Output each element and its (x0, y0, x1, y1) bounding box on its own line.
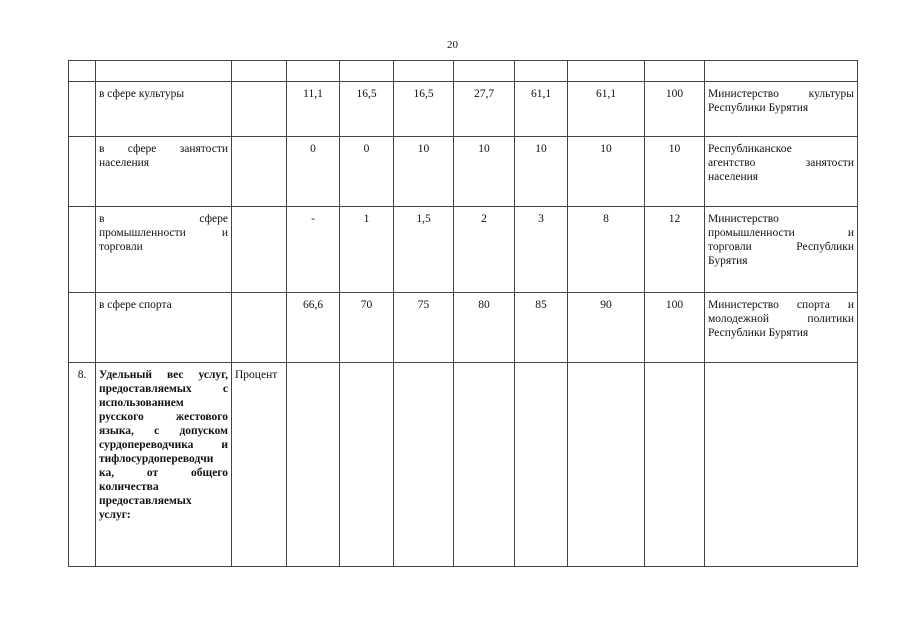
cell-index (69, 61, 96, 82)
text-line: Республиканское (708, 143, 792, 155)
text-line: в сфере спорта (99, 299, 172, 311)
page-number: 20 (447, 39, 458, 51)
cell-value (340, 363, 394, 567)
cell-organization (705, 207, 858, 293)
cell-value (515, 61, 568, 82)
cell-value (454, 61, 515, 82)
text-line: Удельный вес услуг, (99, 369, 228, 381)
cell-value (568, 363, 645, 567)
cell-value: 66,6 (287, 293, 340, 363)
cell-value: 100 (645, 293, 705, 363)
text-line: Министерство спорта и (708, 299, 854, 311)
cell-value: 0 (340, 137, 394, 207)
cell-value: 100 (645, 82, 705, 137)
text-line: Республики Бурятия (708, 327, 809, 339)
table-row (69, 293, 858, 363)
text-line: Бурятия (708, 255, 748, 267)
indicator-name (96, 82, 232, 137)
row-index (69, 82, 96, 137)
row-index (69, 137, 96, 207)
indicator-table (68, 60, 858, 567)
cell-value (568, 61, 645, 82)
cell-value: 10 (515, 137, 568, 207)
cell-value (394, 61, 454, 82)
row-index (69, 207, 96, 293)
table-row (69, 137, 858, 207)
text-line: населения (99, 157, 150, 169)
unit (232, 207, 287, 293)
text-line: населения (708, 171, 759, 183)
text-line: русского жестового (99, 411, 228, 423)
row-index (69, 293, 96, 363)
cell-value: 3 (515, 207, 568, 293)
cell-value: 1 (340, 207, 394, 293)
cell-value: 10 (454, 137, 515, 207)
cell-value (340, 61, 394, 82)
table-row (69, 82, 858, 137)
cell-value: 10 (394, 137, 454, 207)
cell-value: 16,5 (340, 82, 394, 137)
text-line: Республики Бурятия (708, 102, 809, 114)
cell-value (645, 363, 705, 567)
unit: Процент (232, 363, 287, 567)
text-line: языка, с допуском (99, 425, 228, 437)
table-row-8 (69, 363, 858, 567)
text-line: в сфере (99, 213, 228, 225)
cell-value: 10 (568, 137, 645, 207)
text-line: торговли (99, 241, 143, 253)
indicator-name (96, 137, 232, 207)
cell-value: 10 (645, 137, 705, 207)
cell-value: 80 (454, 293, 515, 363)
cell-value: 85 (515, 293, 568, 363)
text-line: агентство занятости (708, 157, 854, 169)
cell-value: 75 (394, 293, 454, 363)
text-line: тифлосурдопереводчи (99, 453, 214, 465)
cell-unit (232, 61, 287, 82)
cell-value (287, 61, 340, 82)
indicator-name (96, 363, 232, 567)
cell-value: 70 (340, 293, 394, 363)
text-line: использованием (99, 397, 184, 409)
cell-organization (705, 363, 858, 567)
text-line: количества (99, 481, 159, 493)
cell-value (515, 363, 568, 567)
text-line: торговли Республики (708, 241, 854, 253)
cell-value: 90 (568, 293, 645, 363)
cell-value: 61,1 (568, 82, 645, 137)
cell-value: 11,1 (287, 82, 340, 137)
cell-organization (705, 61, 858, 82)
indicator-name (96, 293, 232, 363)
text-line: молодежной политики (708, 313, 854, 325)
cell-value: - (287, 207, 340, 293)
cell-value: 12 (645, 207, 705, 293)
unit (232, 293, 287, 363)
text-line: Министерство (708, 213, 779, 225)
indicator-name (96, 207, 232, 293)
cell-value (394, 363, 454, 567)
text-line: промышленности и (99, 227, 228, 239)
text-line: предоставляемых с (99, 383, 228, 395)
cell-value: 1,5 (394, 207, 454, 293)
text-line: предоставляемых (99, 495, 192, 507)
cell-organization (705, 137, 858, 207)
row-index: 8. (69, 363, 96, 567)
unit (232, 82, 287, 137)
cell-value (287, 363, 340, 567)
cell-value (645, 61, 705, 82)
text-line: услуг: (99, 509, 131, 521)
cell-organization (705, 293, 858, 363)
cell-value: 61,1 (515, 82, 568, 137)
cell-value: 16,5 (394, 82, 454, 137)
unit (232, 137, 287, 207)
table-row-continuation (69, 61, 858, 82)
text-line: ка, от общего (99, 467, 228, 479)
text-line: сурдопереводчика и (99, 439, 228, 451)
text-line: в сфере занятости (99, 143, 228, 155)
cell-name (96, 61, 232, 82)
table-row (69, 207, 858, 293)
cell-value: 0 (287, 137, 340, 207)
text-line: в сфере культуры (99, 88, 185, 100)
text-line: Министерство культуры (708, 88, 854, 100)
cell-value: 8 (568, 207, 645, 293)
cell-value: 27,7 (454, 82, 515, 137)
text-line: промышленности и (708, 227, 854, 239)
cell-value (454, 363, 515, 567)
cell-organization (705, 82, 858, 137)
cell-value: 2 (454, 207, 515, 293)
